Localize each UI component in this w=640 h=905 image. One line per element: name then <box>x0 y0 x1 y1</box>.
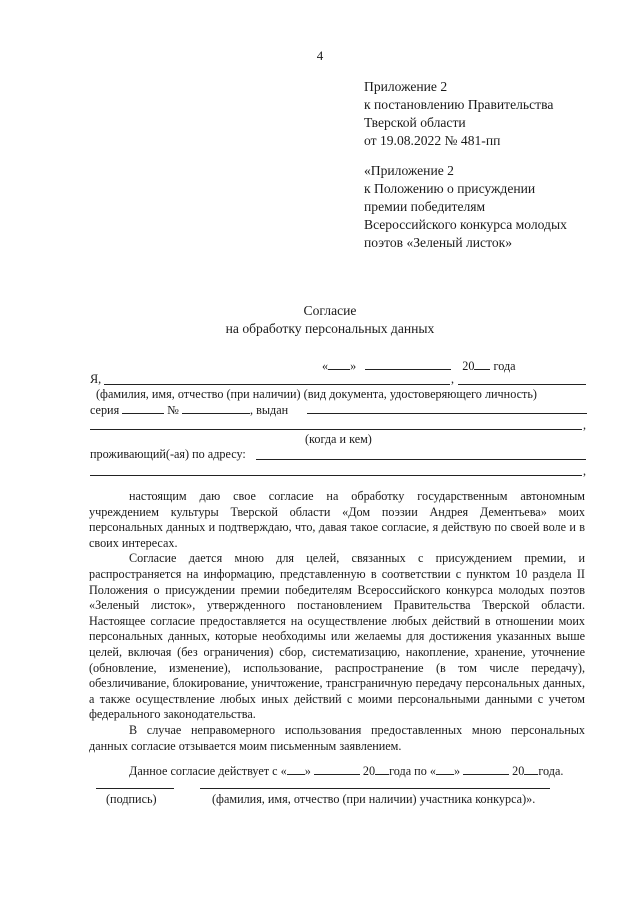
year-field[interactable] <box>474 357 490 370</box>
validity-mid: года по <box>389 764 427 778</box>
appendix-header-line: от 19.08.2022 № 481-пп <box>364 133 501 148</box>
quote-open: « <box>322 359 329 373</box>
appendix-header-2-line: премии победителям <box>364 199 486 214</box>
issued-field[interactable] <box>307 413 587 414</box>
caption-identity: (фамилия, имя, отчество (при наличии) (вид документа, удостоверяющего личность) <box>96 387 537 401</box>
quote-open: « <box>280 764 287 778</box>
validity-line <box>129 762 563 779</box>
comma: , <box>583 418 587 432</box>
date-line <box>322 357 516 374</box>
appendix-header-2-line: Всероссийского конкурса молодых <box>364 217 567 232</box>
quote-open: « <box>429 764 436 778</box>
document-title <box>0 302 640 338</box>
paragraph-revocation: В случае неправомерного использования предоставленных мною персональных данных согласие отзывается моим письменным заявлением. <box>89 722 585 753</box>
caption-issued: (когда и кем) <box>305 432 372 446</box>
number-sign: № <box>167 403 179 417</box>
address-label: проживающий(-ая) по адресу: <box>90 447 246 461</box>
consent-body <box>89 489 585 754</box>
validity-from-day[interactable] <box>287 762 305 775</box>
ya-label: Я, <box>90 372 102 386</box>
comma: , <box>451 372 455 386</box>
doc-type-field[interactable] <box>458 384 586 385</box>
appendix-header-2 <box>364 162 567 252</box>
year-prefix: 20 <box>362 764 376 778</box>
appendix-header-2-line: к Положению о присуждении <box>364 181 536 196</box>
appendix-header <box>364 78 553 150</box>
caption-participant-name: (фамилия, имя, отчество (при наличии) участника конкурса)». <box>212 792 536 806</box>
page-number: 4 <box>316 48 324 63</box>
validity-to-day[interactable] <box>436 762 454 775</box>
title-line-2: на обработку персональных данных <box>225 321 435 336</box>
comma: , <box>583 464 587 478</box>
day-field[interactable] <box>328 357 350 370</box>
validity-from-year[interactable] <box>375 762 389 775</box>
seria-field[interactable] <box>122 401 164 414</box>
appendix-header-line: к постановлению Правительства <box>364 97 554 112</box>
appendix-header-line: Приложение 2 <box>364 79 448 94</box>
year-suffix: года <box>493 359 516 373</box>
fio-field[interactable] <box>104 384 450 385</box>
year-prefix: 20 <box>512 764 525 778</box>
validity-to-year[interactable] <box>524 762 538 775</box>
paragraph-purpose: Согласие дается мною для целей, связанных с присуждением премии, и распространяется на информацию, представленную в соответствии с пунктом 10 раздела II Положения о присуждении премии победителям Всероссийского конкурса молодых поэтов «Зеленый листок», утвержденного постановлением Правительства Тверской области. Настоящее согласие предоставляется на осуществление любых действий в отношении моих персональных данных, которые необходимы или желаемы для достижения указанных выше целей, включая (без ограничения) сбор, систематизацию, накопление, хранение, уточнение (обновление, изменение), использование, распространение (в том числе передачу), обезличивание, блокирование, уничтожение, трансграничную передачу персональных данных, а также осуществление любых иных действий с моими персональными данными с учетом федерального законодательства. <box>89 551 585 722</box>
quote-close: » <box>350 359 357 373</box>
appendix-header-2-line: «Приложение 2 <box>364 163 454 178</box>
quote-close: » <box>453 764 461 778</box>
issued-label: , выдан <box>249 403 289 417</box>
title-line-1: Согласие <box>303 303 357 318</box>
caption-signature: (подпись) <box>106 792 157 806</box>
paragraph-consent: настоящим даю свое согласие на обработку государственным автономным учреждением культуры Тверской области «Дом поэзии Андрея Дементьева» моих персональных данных и подтверждаю, что, давая такое согласие, я действую по своей воле и в своих интересах. <box>89 489 585 550</box>
month-field[interactable] <box>365 357 451 370</box>
participant-name-field[interactable] <box>200 788 550 789</box>
appendix-header-line: Тверской области <box>364 115 466 130</box>
issued-field-line2[interactable] <box>90 429 582 430</box>
quote-close: » <box>304 764 311 778</box>
validity-to-month[interactable] <box>463 762 509 775</box>
validity-from-month[interactable] <box>314 762 360 775</box>
validity-suffix: года. <box>538 764 564 778</box>
number-field[interactable] <box>182 401 250 414</box>
address-field-line2[interactable] <box>90 475 582 476</box>
validity-prefix: Данное согласие действует с <box>129 764 278 778</box>
appendix-header-2-line: поэтов «Зеленый листок» <box>364 235 513 250</box>
seria-line <box>90 401 288 418</box>
signature-field[interactable] <box>96 788 174 789</box>
year-prefix: 20 <box>462 359 475 373</box>
address-field[interactable] <box>256 459 586 460</box>
seria-label: серия <box>90 403 120 417</box>
